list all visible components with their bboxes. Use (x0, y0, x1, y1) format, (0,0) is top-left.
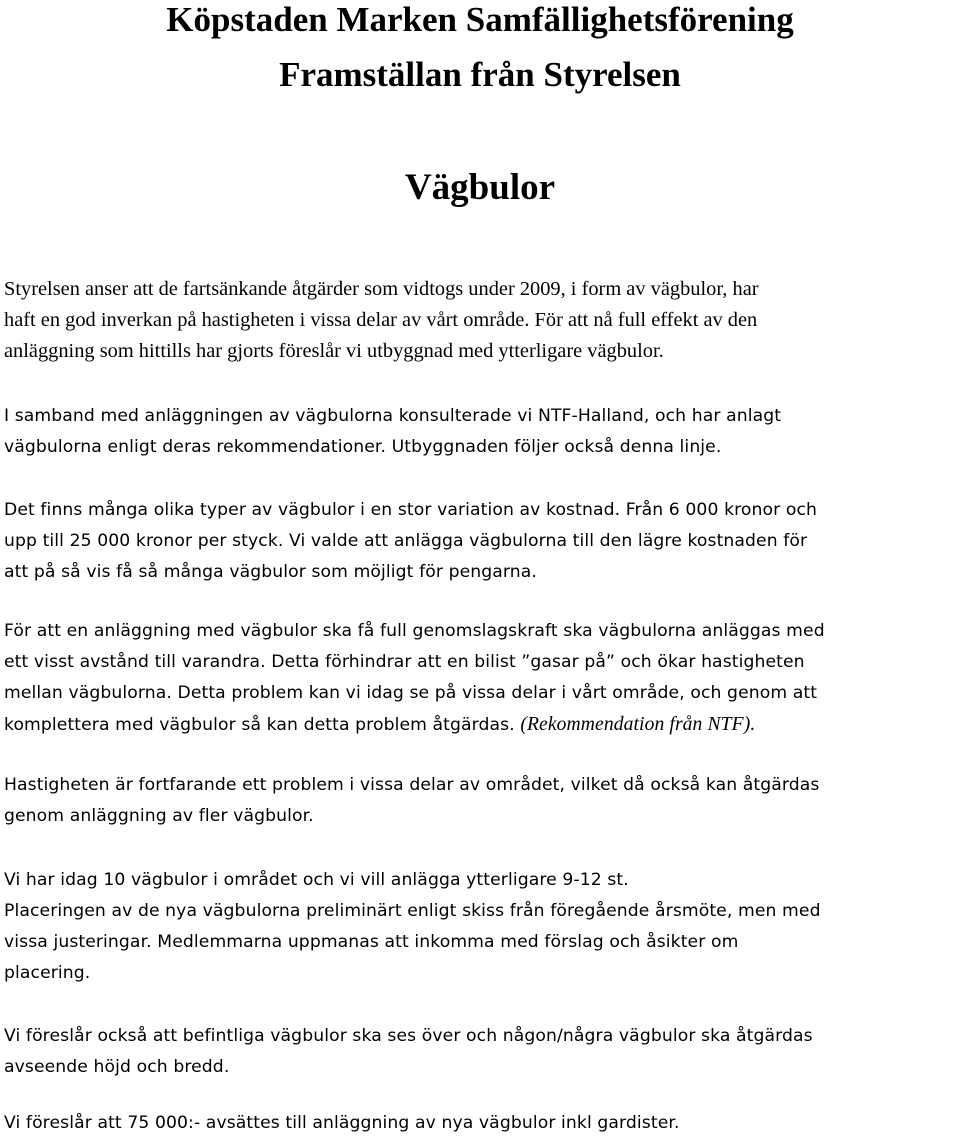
text-line: anläggning som hittills har gjorts föreslår vi utbyggnad med ytterligare vägbulor. (4, 340, 664, 362)
paragraph-placement (4, 865, 956, 989)
text-line: mellan vägbulorna. Detta problem kan vi idag se på vissa delar i vårt område, och genom att (4, 683, 818, 703)
text-line: placering. (4, 963, 91, 983)
text-line: att på så vis få så många vägbulor som möjligt för pengarna. (4, 562, 537, 582)
text-line: Vi föreslår att 75 000:- avsättes till anläggning av nya vägbulor inkl gardister. (4, 1113, 680, 1133)
paragraph-review-existing (4, 1021, 956, 1083)
text-line: upp till 25 000 kronor per styck. Vi valde att anlägga vägbulorna till den lägre kostnaden för (4, 531, 808, 551)
text-line-content: komplettera med vägbulor så kan detta problem åtgärdas. (4, 715, 521, 735)
text-line: Det finns många olika typer av vägbulor i en stor variation av kostnad. Från 6 000 kronor och (4, 500, 818, 520)
paragraph-effect (4, 274, 956, 367)
text-line: vissa justeringar. Medlemmarna uppmanas att inkomma med förslag och åsikter om (4, 932, 739, 952)
text-line: Hastigheten är fortfarande ett problem i vissa delar av området, vilket då också kan åtgärdas (4, 775, 820, 795)
text-line: I samband med anläggningen av vägbulorna konsulterade vi NTF-Halland, och har anlagt (4, 406, 782, 426)
text-line: Vi föreslår också att befintliga vägbulor ska ses över och någon/några vägbulor ska åtgärdas (4, 1026, 813, 1046)
paragraph-ntf-consultation (4, 401, 956, 463)
text-line: vägbulorna enligt deras rekommendationer. Utbyggnaden följer också denna linje. (4, 437, 722, 457)
text-line: Vi har idag 10 vägbulor i området och vi vill anlägga ytterligare 9-12 st. (4, 870, 629, 890)
text-line (4, 709, 956, 741)
ntf-recommendation-note: (Rekommendation från NTF). (520, 714, 756, 735)
subject-heading: Vägbulor (404, 167, 556, 208)
paragraph-spacing (4, 616, 956, 741)
text-line: genom anläggning av fler vägbulor. (4, 806, 314, 826)
text-line: Styrelsen anser att de fartsänkande åtgärder som vidtogs under 2009, i form av vägbulor, har (4, 278, 759, 300)
association-title: Köpstaden Marken Samfällighetsförening (166, 0, 794, 39)
text-line: Placeringen av de nya vägbulorna preliminärt enligt skiss från föregående årsmöte, men med (4, 901, 821, 921)
text-line: avseende höjd och bredd. (4, 1057, 230, 1077)
text-line: ett visst avstånd till varandra. Detta förhindrar att en bilist ”gasar på” och ökar hastigheten (4, 652, 805, 672)
document-type-title: Framställan från Styrelsen (279, 55, 681, 94)
text-line: För att en anläggning med vägbulor ska få full genomslagskraft ska vägbulorna anläggas med (4, 621, 825, 641)
paragraph-cost (4, 495, 956, 588)
paragraph-budget-proposal (4, 1108, 956, 1139)
paragraph-speed-problem (4, 770, 956, 832)
text-line: haft en god inverkan på hastigheten i vissa delar av vårt område. För att nå full effekt av den (4, 309, 758, 331)
